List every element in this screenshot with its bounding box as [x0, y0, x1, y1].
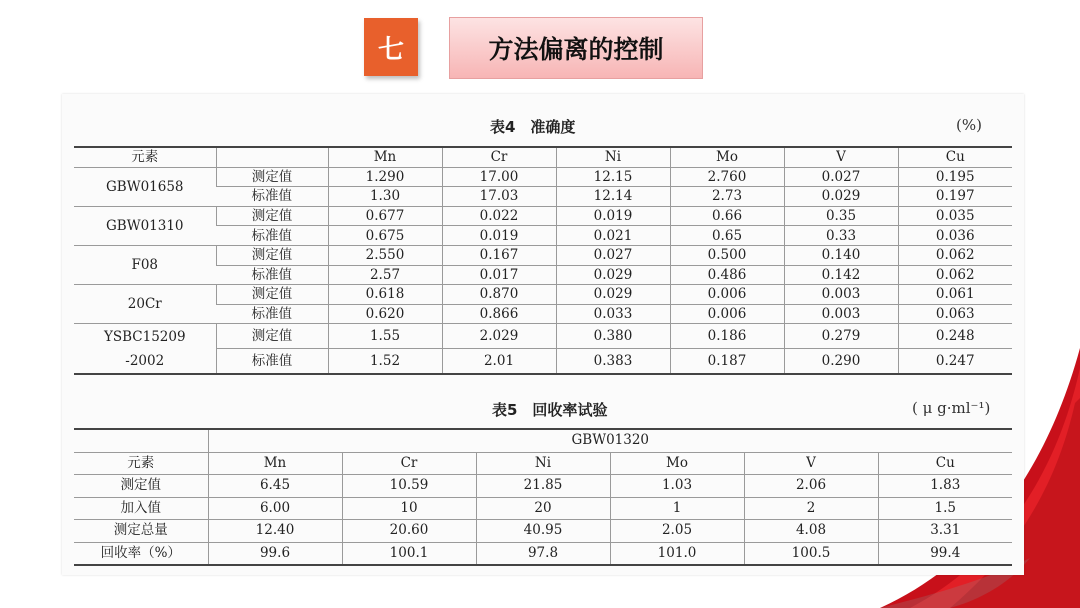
table-cell: 0.66	[670, 206, 784, 226]
table-cell: 0.021	[556, 226, 670, 246]
table-cell: 0.195	[898, 167, 1012, 187]
table-cell: 0.65	[670, 226, 784, 246]
row-label: 标准值	[216, 187, 328, 207]
table-cell: 2.760	[670, 167, 784, 187]
table-cell: 20.60	[342, 520, 476, 543]
sample-name: 20Cr	[74, 285, 216, 324]
table-row	[74, 245, 1012, 265]
table-cell: 0.186	[670, 324, 784, 349]
table-cell: 0.003	[784, 304, 898, 324]
table-cell	[74, 429, 208, 452]
table-cell: 1.03	[610, 475, 744, 498]
table-row	[74, 542, 1012, 565]
recovery-table	[74, 428, 1012, 566]
table-cell: 0.036	[898, 226, 1012, 246]
table-cell: 1.290	[328, 167, 442, 187]
table-cell: 0.019	[556, 206, 670, 226]
table-cell: 0.677	[328, 206, 442, 226]
column-header: Mn	[208, 452, 342, 475]
table-row	[74, 285, 1012, 305]
table-cell: 0.33	[784, 226, 898, 246]
table-group-header-row	[74, 429, 1012, 452]
table-cell: 0.279	[784, 324, 898, 349]
table-cell: 1.30	[328, 187, 442, 207]
table-cell: 2.73	[670, 187, 784, 207]
table-cell: 99.6	[208, 542, 342, 565]
table-cell: 0.248	[898, 324, 1012, 349]
column-header: 元素	[74, 452, 208, 475]
row-label: 测定总量	[74, 520, 208, 543]
table-cell: 2.550	[328, 245, 442, 265]
column-header: Mo	[670, 147, 784, 167]
table-cell: 17.00	[442, 167, 556, 187]
slide-title: 方法偏离的控制	[449, 17, 703, 79]
table-cell: 10	[342, 497, 476, 520]
table-cell: 0.062	[898, 245, 1012, 265]
table-cell: 0.675	[328, 226, 442, 246]
row-label: 标准值	[216, 265, 328, 285]
tables-image-panel	[62, 94, 1024, 575]
table-header-row	[74, 147, 1012, 167]
table-row	[74, 324, 1012, 349]
table-cell: 2.57	[328, 265, 442, 285]
table-row	[74, 475, 1012, 498]
table-cell: 0.866	[442, 304, 556, 324]
column-header: Mo	[610, 452, 744, 475]
table-cell: 0.022	[442, 206, 556, 226]
table-cell: 0.029	[784, 187, 898, 207]
sample-name: YSBC15209	[103, 328, 186, 345]
table-header-row	[74, 452, 1012, 475]
table-cell: 0.870	[442, 285, 556, 305]
table-cell: 0.618	[328, 285, 442, 305]
accuracy-table	[74, 146, 1012, 375]
table-cell: 0.247	[898, 349, 1012, 375]
table-cell: 2.01	[442, 349, 556, 375]
table-cell: 3.31	[878, 520, 1012, 543]
table-cell: 97.8	[476, 542, 610, 565]
table-cell: 0.035	[898, 206, 1012, 226]
row-label: 测定值	[216, 285, 328, 305]
row-label: 回收率（%）	[74, 542, 208, 565]
table-row	[74, 206, 1012, 226]
table-cell: 12.40	[208, 520, 342, 543]
table-cell: 0.029	[556, 285, 670, 305]
table-cell: 1	[610, 497, 744, 520]
table-cell: 0.027	[556, 245, 670, 265]
table-cell: 0.062	[898, 265, 1012, 285]
table-cell: 0.006	[670, 304, 784, 324]
table-cell: 1.5	[878, 497, 1012, 520]
column-header: 元素	[74, 147, 216, 167]
table-cell: 0.003	[784, 285, 898, 305]
column-header	[216, 147, 328, 167]
section-number-badge: 七	[364, 18, 418, 76]
table-cell: 2	[744, 497, 878, 520]
column-header: Mn	[328, 147, 442, 167]
table-cell: 0.197	[898, 187, 1012, 207]
table-row	[74, 167, 1012, 187]
table-cell: 0.167	[442, 245, 556, 265]
column-header: Ni	[556, 147, 670, 167]
group-header: GBW01320	[208, 429, 1012, 452]
table-cell: 6.45	[208, 475, 342, 498]
table-cell: 0.006	[670, 285, 784, 305]
table-cell: 0.500	[670, 245, 784, 265]
row-label: 测定值	[74, 475, 208, 498]
row-label: 测定值	[216, 167, 328, 187]
table-cell: 0.187	[670, 349, 784, 375]
table-cell: 0.017	[442, 265, 556, 285]
table-cell: 2.06	[744, 475, 878, 498]
table-cell: 4.08	[744, 520, 878, 543]
table-cell: 0.063	[898, 304, 1012, 324]
row-label: 标准值	[216, 349, 328, 375]
table-cell: 2.029	[442, 324, 556, 349]
column-header: Cr	[442, 147, 556, 167]
table-cell: 2.05	[610, 520, 744, 543]
table-cell: 0.486	[670, 265, 784, 285]
table5-unit: ( μ g·ml⁻¹)	[912, 399, 991, 417]
column-header: Cu	[898, 147, 1012, 167]
table-cell: 100.5	[744, 542, 878, 565]
sample-name: GBW01658	[74, 167, 216, 206]
table-cell: 12.14	[556, 187, 670, 207]
table-row	[74, 497, 1012, 520]
table-cell: 12.15	[556, 167, 670, 187]
table-cell: 0.019	[442, 226, 556, 246]
table-row	[74, 520, 1012, 543]
row-label: 测定值	[216, 245, 328, 265]
table-cell: 0.383	[556, 349, 670, 375]
table-cell: 0.142	[784, 265, 898, 285]
sample-name: -2002	[74, 349, 216, 375]
table-cell: 21.85	[476, 475, 610, 498]
table-cell: 17.03	[442, 187, 556, 207]
table-cell: 100.1	[342, 542, 476, 565]
sample-name: GBW01310	[74, 206, 216, 245]
table-cell: 1.52	[328, 349, 442, 375]
table-cell: 0.140	[784, 245, 898, 265]
table-cell: 0.380	[556, 324, 670, 349]
table4-caption: 表4 准确度	[490, 118, 576, 136]
table-cell: 0.290	[784, 349, 898, 375]
table-cell: 0.620	[328, 304, 442, 324]
table4-unit: (%)	[956, 116, 982, 134]
column-header: V	[784, 147, 898, 167]
row-label: 测定值	[216, 206, 328, 226]
row-label: 加入值	[74, 497, 208, 520]
column-header: V	[744, 452, 878, 475]
table-cell: 0.35	[784, 206, 898, 226]
table-cell: 40.95	[476, 520, 610, 543]
table-cell: 1.83	[878, 475, 1012, 498]
table-cell: 10.59	[342, 475, 476, 498]
table-row	[74, 349, 1012, 375]
column-header: Cu	[878, 452, 1012, 475]
table-cell: 0.033	[556, 304, 670, 324]
table-cell: 6.00	[208, 497, 342, 520]
table-cell: 99.4	[878, 542, 1012, 565]
table-cell: 0.027	[784, 167, 898, 187]
table5-caption: 表5 回收率试验	[492, 401, 608, 419]
column-header: Cr	[342, 452, 476, 475]
table-cell: 20	[476, 497, 610, 520]
table-cell: 0.061	[898, 285, 1012, 305]
column-header: Ni	[476, 452, 610, 475]
row-label: 标准值	[216, 304, 328, 324]
sample-name: F08	[74, 245, 216, 284]
row-label: 标准值	[216, 226, 328, 246]
table-cell: 0.029	[556, 265, 670, 285]
row-label: 测定值	[216, 324, 328, 349]
table-cell: 101.0	[610, 542, 744, 565]
table-cell: 1.55	[328, 324, 442, 349]
